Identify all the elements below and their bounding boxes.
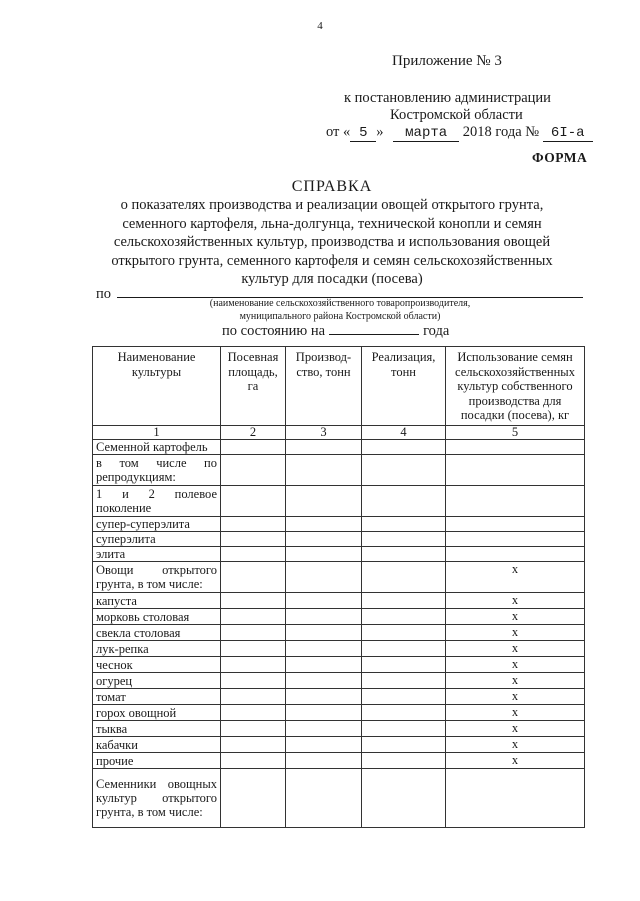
column-number: 5 [446,426,585,440]
sown-area-cell[interactable] [221,753,286,769]
header-sales: Реализация, тонн [362,347,446,426]
sown-area-cell[interactable] [221,486,286,517]
row-name: горох овощной [93,705,221,721]
producer-hint-line-2: муниципального района Костромской области) [239,310,441,322]
row-name: Семенной картофель [93,440,221,455]
table-row [93,593,585,609]
column-number: 4 [362,426,446,440]
header-seed-usage: Использование семян сельскохозяйственных культур собственного производства для посадки (посева), кг [446,347,585,426]
table-row [93,532,585,547]
sales-cell[interactable] [362,517,446,532]
table-row [93,705,585,721]
seed-usage-cell[interactable]: х [446,689,585,705]
production-cell[interactable] [286,625,362,641]
sown-area-cell[interactable] [221,769,286,828]
row-name: элита [93,547,221,562]
sales-cell[interactable] [362,593,446,609]
sown-area-cell[interactable] [221,625,286,641]
sales-cell[interactable] [362,721,446,737]
row-name: капуста [93,593,221,609]
sown-area-cell[interactable] [221,641,286,657]
sales-cell[interactable] [362,737,446,753]
sown-area-cell[interactable] [221,689,286,705]
column-number: 1 [93,426,221,440]
date-prefix: от « [326,124,351,140]
sales-cell[interactable] [362,689,446,705]
sales-cell[interactable] [362,673,446,689]
seed-usage-cell[interactable]: х [446,673,585,689]
seed-usage-cell[interactable] [446,547,585,562]
production-cell[interactable] [286,593,362,609]
form-label: ФОРМА [532,150,588,165]
table-row [93,562,585,593]
seed-usage-cell[interactable]: х [446,625,585,641]
table-row [93,609,585,625]
table-row [93,486,585,517]
seed-usage-cell[interactable]: х [446,641,585,657]
seed-usage-cell[interactable]: х [446,737,585,753]
table-header-row [93,347,585,426]
decree-date-line [326,124,593,142]
seed-usage-cell[interactable]: х [446,657,585,673]
seed-usage-cell[interactable] [446,769,585,828]
column-number-row [93,426,585,440]
header-production: Производ-ство, тонн [286,347,362,426]
production-cell[interactable] [286,641,362,657]
production-cell[interactable] [286,689,362,705]
table-row [93,673,585,689]
sown-area-cell[interactable] [221,455,286,486]
table-row [93,769,585,828]
state-date-field[interactable] [329,322,419,335]
table-row [93,737,585,753]
production-cell[interactable] [286,609,362,625]
seed-usage-cell[interactable] [446,532,585,547]
production-cell[interactable] [286,673,362,689]
sown-area-cell[interactable] [221,440,286,455]
seed-usage-cell[interactable] [446,517,585,532]
row-name: свекла столовая [93,625,221,641]
sales-cell[interactable] [362,562,446,593]
sales-cell[interactable] [362,532,446,547]
production-cell[interactable] [286,455,362,486]
po-label: по [96,286,112,302]
document-title: СПРАВКА [291,178,373,195]
production-cell[interactable] [286,737,362,753]
oblast-name: Костромской области [390,107,523,123]
sown-area-cell[interactable] [221,673,286,689]
sown-area-cell[interactable] [221,547,286,562]
table-row [93,440,585,455]
row-name: чеснок [93,657,221,673]
sown-area-cell[interactable] [221,705,286,721]
table-row [93,689,585,705]
decree-year: 2018 года № [462,124,540,140]
header-sown-area: Посевная площадь, га [221,347,286,426]
sown-area-cell[interactable] [221,737,286,753]
sown-area-cell[interactable] [221,532,286,547]
row-name: лук-репка [93,641,221,657]
table-row [93,641,585,657]
row-name: Овощи открытого грунта, в том числе: [93,562,221,593]
sown-area-cell[interactable] [221,657,286,673]
seed-usage-cell[interactable]: х [446,753,585,769]
sales-cell[interactable] [362,625,446,641]
row-name: супер-суперэлита [93,517,221,532]
sales-cell[interactable] [362,657,446,673]
decree-number: 6I-а [543,126,593,142]
table-row [93,455,585,486]
production-cell[interactable] [286,547,362,562]
appendix-label: Приложение № 3 [392,53,502,69]
row-name: томат [93,689,221,705]
production-cell[interactable] [286,532,362,547]
sown-area-cell[interactable] [221,517,286,532]
seed-usage-cell[interactable]: х [446,609,585,625]
decree-day: 5 [350,126,376,142]
table-row [93,721,585,737]
sales-cell[interactable] [362,486,446,517]
row-name: огурец [93,673,221,689]
report-table [92,346,585,828]
row-name: тыква [93,721,221,737]
row-name: кабачки [93,737,221,753]
state-suffix: года [423,323,450,339]
row-name: морковь столовая [93,609,221,625]
sales-cell[interactable] [362,455,446,486]
production-cell[interactable] [286,721,362,737]
production-cell[interactable] [286,705,362,721]
state-prefix: по состоянию на [222,323,326,339]
table-row [93,753,585,769]
production-cell[interactable] [286,562,362,593]
producer-hint-line-1: (наименование сельскохозяйственного товаропроизводителя, [209,298,471,309]
seed-usage-cell[interactable]: х [446,562,585,593]
seed-usage-cell[interactable] [446,440,585,455]
seed-usage-cell[interactable]: х [446,721,585,737]
document-description: о показателях производства и реализации овощей открытого грунта, семенного картофеля, льна-долгунца, технической конопли и семян сельскохозяйственных культур, производства и использования овощей открытого грунта, семенного картофеля и семян сельскохозяйственных культур для посадки (посева) [111,197,553,287]
seed-usage-cell[interactable] [446,455,585,486]
production-cell[interactable] [286,769,362,828]
seed-usage-cell[interactable] [446,486,585,517]
row-name: Семенники овощных культур открытого грунта, в том числе: [93,769,221,828]
page-number: 4 [317,20,323,32]
sown-area-cell[interactable] [221,593,286,609]
sales-cell[interactable] [362,440,446,455]
sales-cell[interactable] [362,547,446,562]
column-number: 2 [221,426,286,440]
column-number: 3 [286,426,362,440]
sales-cell[interactable] [362,609,446,625]
table-row [93,517,585,532]
sown-area-cell[interactable] [221,609,286,625]
sown-area-cell[interactable] [221,562,286,593]
sown-area-cell[interactable] [221,721,286,737]
producer-hint [120,298,560,323]
production-cell[interactable] [286,753,362,769]
production-cell[interactable] [286,440,362,455]
row-name: прочие [93,753,221,769]
sales-cell[interactable] [362,769,446,828]
seed-usage-cell[interactable]: х [446,705,585,721]
header-crop-name: Наименование культуры [93,347,221,426]
sales-cell[interactable] [362,705,446,721]
production-cell[interactable] [286,517,362,532]
producer-name-field[interactable] [117,285,583,298]
seed-usage-cell[interactable]: х [446,593,585,609]
decree-month: марта [393,126,459,142]
table-row [93,657,585,673]
sales-cell[interactable] [362,753,446,769]
table-row [93,547,585,562]
decree-reference: к постановлению администрации [344,90,551,106]
table-row [93,625,585,641]
sales-cell[interactable] [362,641,446,657]
row-name: 1 и 2 полевое поколение [93,486,221,517]
production-cell[interactable] [286,486,362,517]
row-name: в том числе по репродукциям: [93,455,221,486]
state-date-line [222,322,449,340]
production-cell[interactable] [286,657,362,673]
row-name: суперэлита [93,532,221,547]
date-mid: » [376,124,384,140]
